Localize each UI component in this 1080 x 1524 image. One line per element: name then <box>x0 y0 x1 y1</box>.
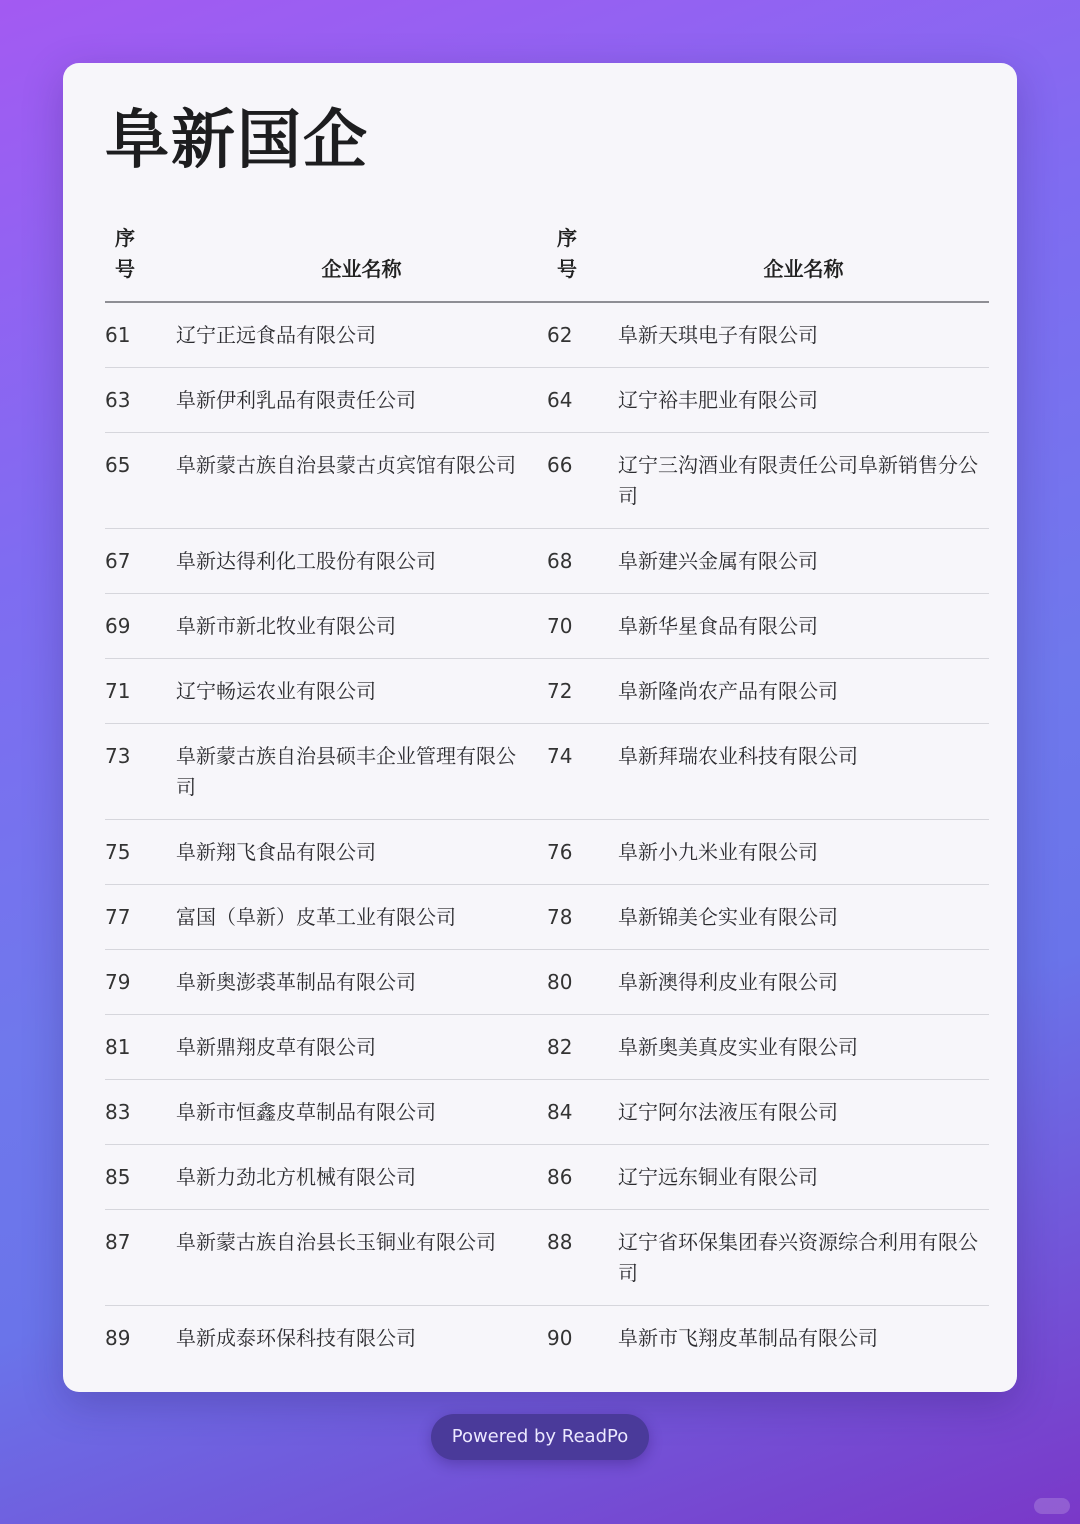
company-name-right: 阜新小九米业有限公司 <box>618 820 989 885</box>
table-row <box>105 1080 989 1145</box>
company-name-right: 辽宁阿尔法液压有限公司 <box>618 1080 989 1145</box>
table-row <box>105 368 989 433</box>
table-row <box>105 302 989 368</box>
company-name-right: 阜新澳得利皮业有限公司 <box>618 950 989 1015</box>
table-header-row <box>105 215 989 302</box>
table-row <box>105 724 989 820</box>
powered-by-badge[interactable]: Powered by ReadPo <box>431 1414 649 1460</box>
company-name-right: 阜新奥美真皮实业有限公司 <box>618 1015 989 1080</box>
company-name-left: 阜新达得利化工股份有限公司 <box>176 529 547 594</box>
table-row <box>105 950 989 1015</box>
company-name-right: 辽宁裕丰肥业有限公司 <box>618 368 989 433</box>
row-number-right: 70 <box>547 594 618 659</box>
company-name-left: 阜新力劲北方机械有限公司 <box>176 1145 547 1210</box>
header-num-left: 序 号 <box>105 215 176 302</box>
table-row <box>105 1015 989 1080</box>
company-name-left: 辽宁正远食品有限公司 <box>176 302 547 368</box>
company-name-left: 阜新伊利乳品有限责任公司 <box>176 368 547 433</box>
table-row <box>105 1145 989 1210</box>
table-row <box>105 1210 989 1306</box>
header-num-right: 序 号 <box>547 215 618 302</box>
company-name-right: 阜新华星食品有限公司 <box>618 594 989 659</box>
row-number-left: 63 <box>105 368 176 433</box>
table-row <box>105 659 989 724</box>
row-number-left: 79 <box>105 950 176 1015</box>
company-name-left: 阜新成泰环保科技有限公司 <box>176 1326 416 1350</box>
row-number-right: 84 <box>547 1080 618 1145</box>
company-name-left: 阜新鼎翔皮草有限公司 <box>176 1015 547 1080</box>
company-name-left: 阜新市恒鑫皮草制品有限公司 <box>176 1080 547 1145</box>
watermark-logo <box>1034 1498 1070 1514</box>
header-name-right: 企业名称 <box>618 215 989 302</box>
company-name-right: 阜新天琪电子有限公司 <box>618 302 989 368</box>
row-number-right: 74 <box>547 724 618 820</box>
row-number-right: 66 <box>547 433 618 529</box>
row-number-left: 87 <box>105 1210 176 1306</box>
row-number-right: 72 <box>547 659 618 724</box>
header-name-left: 企业名称 <box>176 215 547 302</box>
company-name-right: 辽宁省环保集团春兴资源综合利用有限公司 <box>618 1210 989 1306</box>
row-number-left: 69 <box>105 594 176 659</box>
company-name-right: 阜新拜瑞农业科技有限公司 <box>618 724 989 820</box>
row-number-left: 73 <box>105 724 176 820</box>
row-number-right: 86 <box>547 1145 618 1210</box>
row-number-right: 80 <box>547 950 618 1015</box>
company-name-right: 阜新隆尚农产品有限公司 <box>618 659 989 724</box>
table-row <box>105 820 989 885</box>
page-title: 阜新国企 <box>105 104 369 178</box>
table-row <box>105 594 989 659</box>
row-number-right: 90 <box>547 1326 573 1350</box>
content-card <box>63 63 1017 1392</box>
company-name-right: 阜新建兴金属有限公司 <box>618 529 989 594</box>
row-number-left: 89 <box>105 1326 131 1350</box>
row-number-right: 64 <box>547 368 618 433</box>
row-number-right: 68 <box>547 529 618 594</box>
row-number-right: 78 <box>547 885 618 950</box>
row-number-left: 71 <box>105 659 176 724</box>
enterprise-table <box>105 215 989 1370</box>
company-name-left: 阜新奥澎裘革制品有限公司 <box>176 950 547 1015</box>
company-name-right: 阜新市飞翔皮革制品有限公司 <box>618 1326 878 1350</box>
company-name-left: 富国（阜新）皮革工业有限公司 <box>176 885 547 950</box>
company-name-left: 阜新蒙古族自治县长玉铜业有限公司 <box>176 1210 547 1306</box>
company-name-left: 阜新翔飞食品有限公司 <box>176 820 547 885</box>
row-number-right: 82 <box>547 1015 618 1080</box>
row-number-left: 67 <box>105 529 176 594</box>
row-number-left: 83 <box>105 1080 176 1145</box>
table-body <box>105 302 989 1370</box>
row-number-left: 81 <box>105 1015 176 1080</box>
company-name-left: 阜新市新北牧业有限公司 <box>176 594 547 659</box>
company-name-right: 阜新锦美仑实业有限公司 <box>618 885 989 950</box>
company-name-left: 阜新蒙古族自治县硕丰企业管理有限公司 <box>176 724 547 820</box>
table-row <box>105 885 989 950</box>
company-name-left: 阜新蒙古族自治县蒙古贞宾馆有限公司 <box>176 433 547 529</box>
row-number-left: 75 <box>105 820 176 885</box>
row-number-right: 76 <box>547 820 618 885</box>
row-number-right: 62 <box>547 302 618 368</box>
company-name-right: 辽宁远东铜业有限公司 <box>618 1145 989 1210</box>
company-name-left: 辽宁畅运农业有限公司 <box>176 659 547 724</box>
row-number-left: 85 <box>105 1145 176 1210</box>
row-number-right: 88 <box>547 1210 618 1306</box>
table-row <box>105 433 989 529</box>
table-row <box>105 529 989 594</box>
row-number-left: 65 <box>105 433 176 529</box>
row-number-left: 61 <box>105 302 176 368</box>
row-number-left: 77 <box>105 885 176 950</box>
table-row <box>105 1306 989 1371</box>
company-name-right: 辽宁三沟酒业有限责任公司阜新销售分公司 <box>618 433 989 529</box>
